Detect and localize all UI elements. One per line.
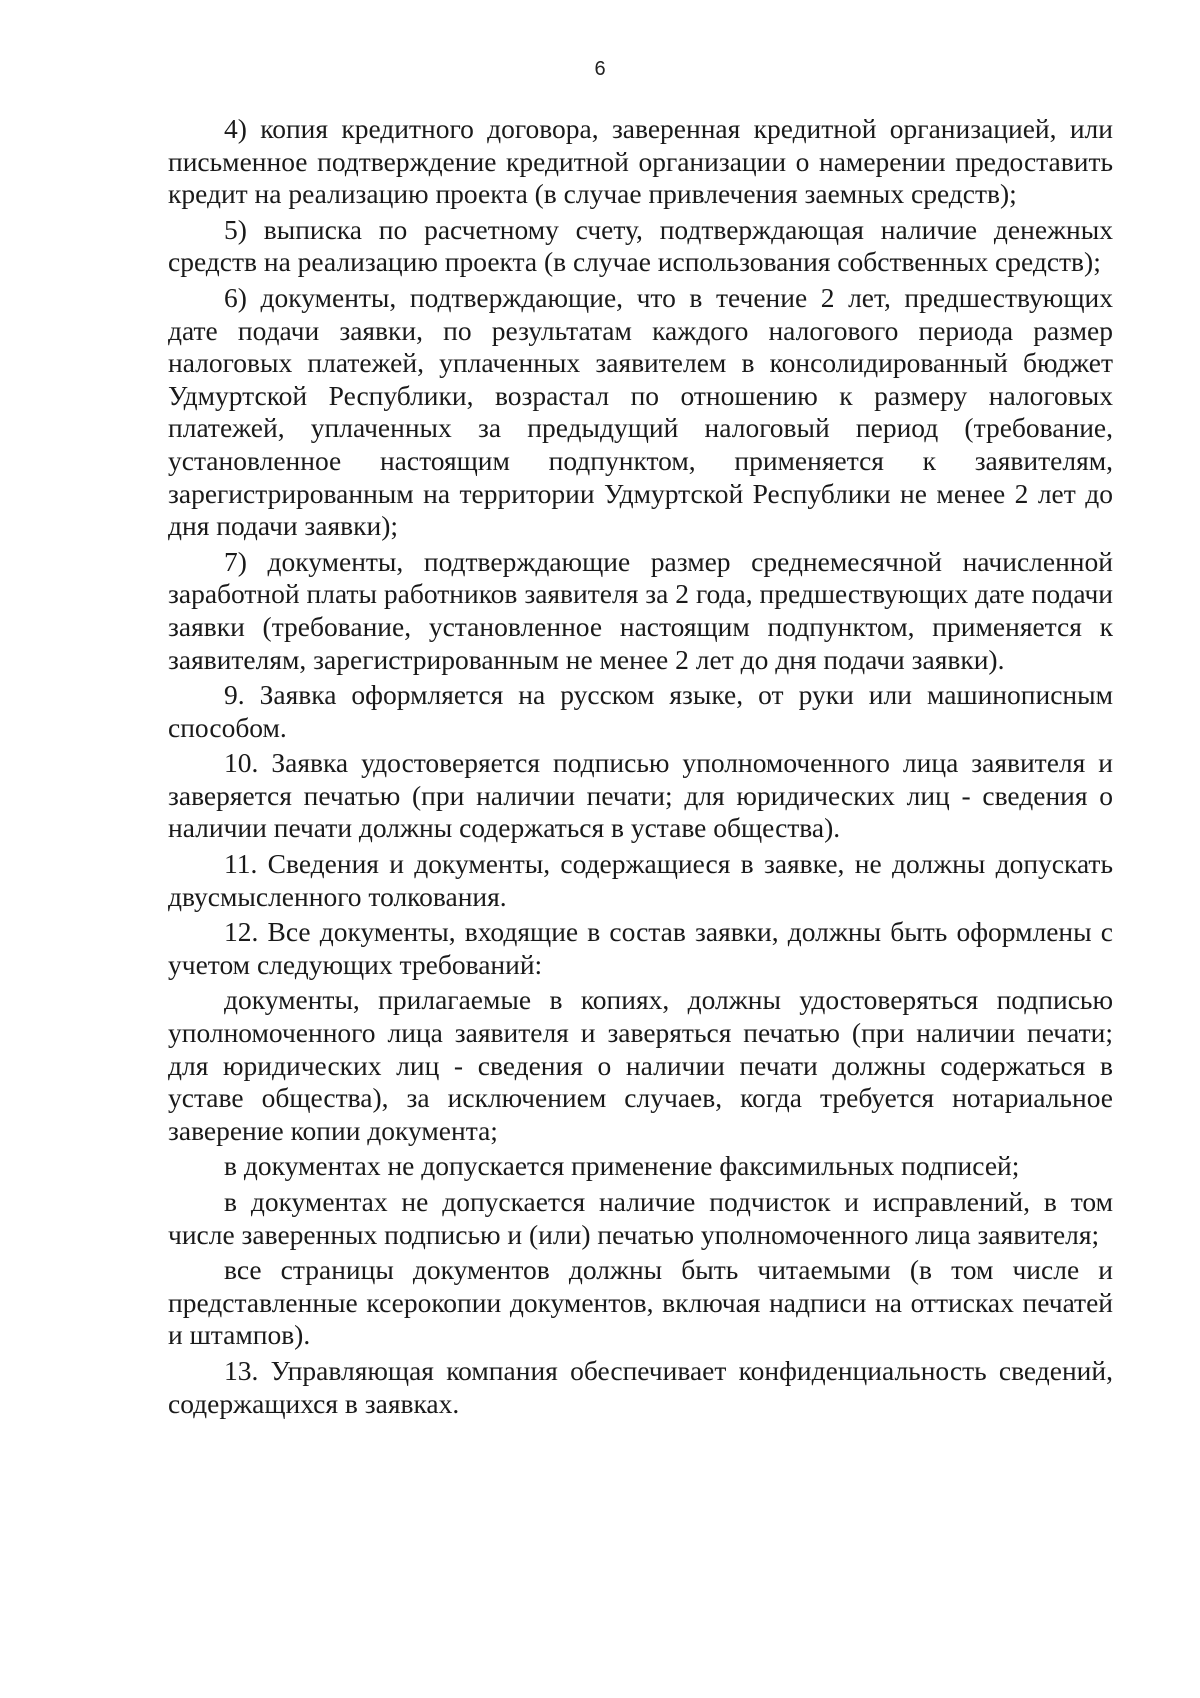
paragraph-clause-11: 11. Сведения и документы, содержащиеся в заявке, не должны допускать двусмысленного толкования.	[168, 848, 1113, 912]
paragraph-item-6: 6) документы, подтверждающие, что в течение 2 лет, предшествующих дате подачи заявки, по результатам каждого налогового периода размер налоговых платежей, уплаченных заявителем в консолидированный бюджет Удмуртской Республики, возрастал по отношению к размеру налоговых платежей, уплаченных за предыдущий налоговый период (требование, установленное настоящим подпунктом, применяется к заявителям, зарегистрированным на территории Удмуртской Республики не менее 2 лет до дня подачи заявки);	[168, 281, 1113, 542]
paragraph-requirement-readable: все страницы документов должны быть читаемыми (в том числе и представленные ксерокопии документов, включая надписи на оттисках печатей и штампов).	[168, 1254, 1113, 1351]
paragraph-item-7: 7) документы, подтверждающие размер среднемесячной начисленной заработной платы работников заявителя за 2 года, предшествующих дате подачи заявки (требование, установленное настоящим подпунктом, применяется к заявителям, зарегистрированным не менее 2 лет до дня подачи заявки).	[168, 545, 1113, 675]
paragraph-clause-10: 10. Заявка удостоверяется подписью уполномоченного лица заявителя и заверяется печатью (при наличии печати; для юридических лиц - сведения о наличии печати должны содержаться в уставе общества).	[168, 747, 1113, 844]
page-number: 6	[594, 58, 606, 80]
paragraph-item-4: 4) копия кредитного договора, заверенная кредитной организацией, или письменное подтверждение кредитной организации о намерении предоставить кредит на реализацию проекта (в случае привлечения заемных средств);	[168, 113, 1113, 210]
paragraph-clause-13: 13. Управляющая компания обеспечивает конфиденциальность сведений, содержащихся в заявках.	[168, 1354, 1113, 1419]
document-body	[168, 113, 1113, 1420]
paragraph-item-5: 5) выписка по расчетному счету, подтверждающая наличие денежных средств на реализацию проекта (в случае использования собственных средств);	[168, 213, 1113, 278]
paragraph-requirement-corrections: в документах не допускается наличие подчисток и исправлений, в том числе заверенных подписью и (или) печатью уполномоченного лица заявителя;	[168, 1186, 1113, 1250]
paragraph-requirement-copies: документы, прилагаемые в копиях, должны удостоверяться подписью уполномоченного лица заявителя и заверяться печатью (при наличии печати; для юридических лиц - сведения о наличии печати должны содержаться в уставе общества), за исключением случаев, когда требуется нотариальное заверение копии документа;	[168, 984, 1113, 1146]
paragraph-clause-9: 9. Заявка оформляется на русском языке, от руки или машинописным способом.	[168, 679, 1113, 743]
paragraph-clause-12: 12. Все документы, входящие в состав заявки, должны быть оформлены с учетом следующих требований:	[168, 916, 1113, 980]
paragraph-requirement-facsimile: в документах не допускается применение факсимильных подписей;	[224, 1150, 1020, 1182]
